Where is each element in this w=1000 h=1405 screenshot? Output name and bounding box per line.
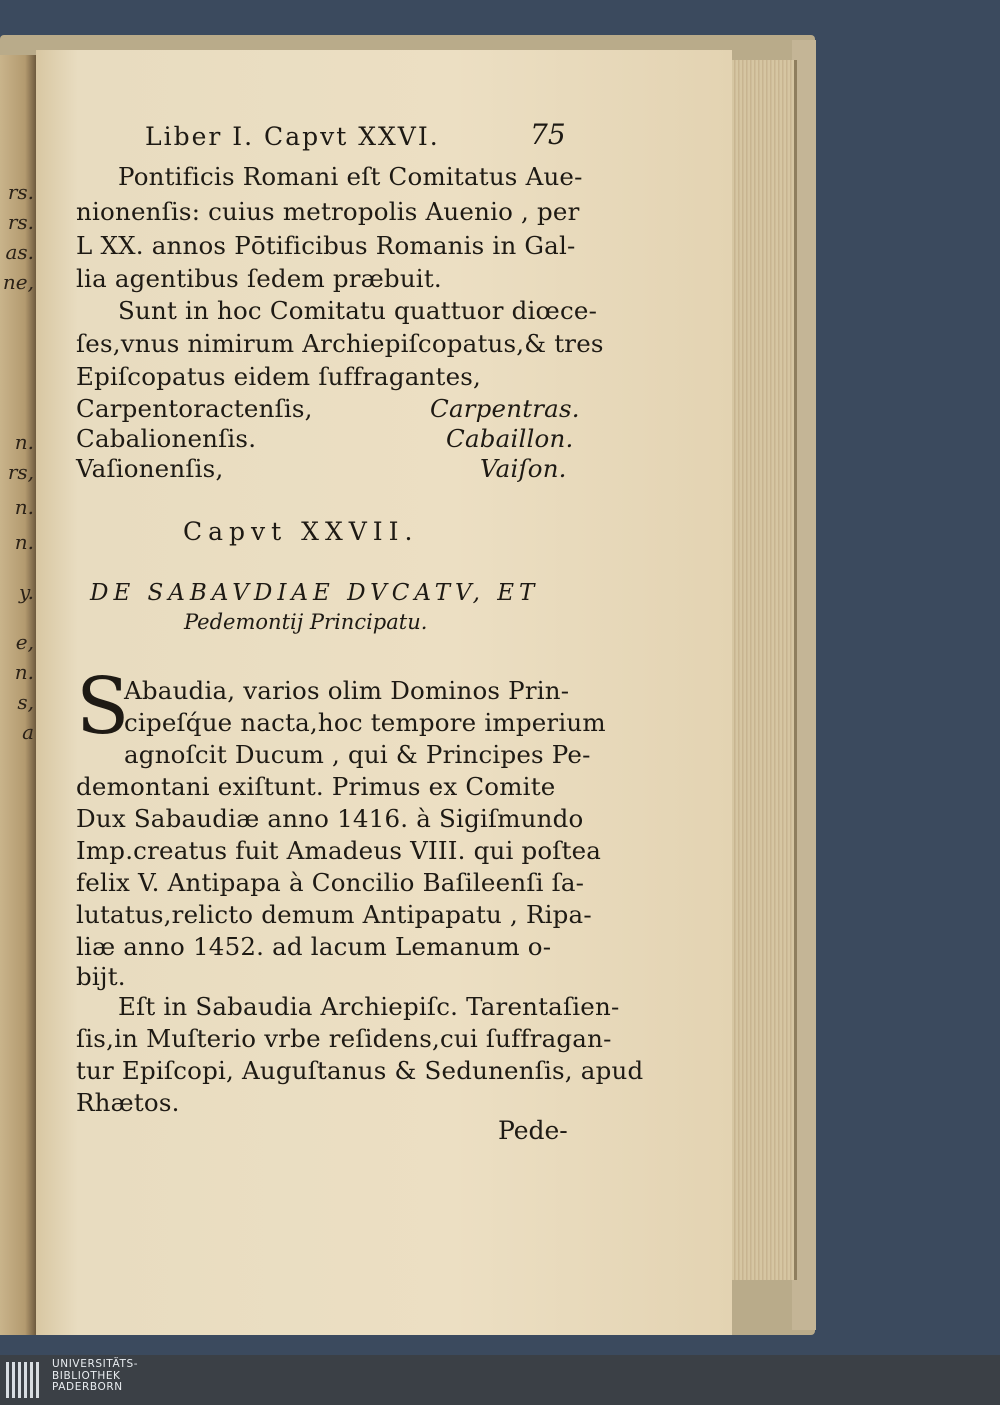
diocese-vernacular: Vaiſon.: [480, 454, 567, 483]
text-line: demontani exiſtunt. Primus ex Comite: [76, 772, 556, 801]
library-name-line: BIBLIOTHEK: [52, 1369, 121, 1382]
margin-fragment: n.: [14, 430, 34, 454]
margin-fragment: n.: [14, 660, 34, 684]
text-line: Rhætos.: [76, 1088, 180, 1117]
text-line: Imp.creatus fuit Amadeus VIII. qui poſtea: [76, 836, 602, 865]
previous-page-edge: [0, 55, 36, 1335]
text-line: Dux Sabaudiæ anno 1416. à Sigiſmundo: [76, 804, 584, 833]
text-line: Eſt in Sabaudia Archiepiſc. Tarentaſien-: [118, 992, 620, 1021]
margin-fragment: a: [22, 720, 34, 744]
diocese-latin: Cabalionenſis.: [76, 424, 257, 453]
margin-fragment: n.: [14, 495, 34, 519]
chapter-title: Capvt XXVII.: [183, 517, 419, 546]
running-title: Liber I. Capvt XXVI.: [145, 122, 440, 151]
text-line: lutatus,relicto demum Antipapatu , Ripa-: [76, 900, 592, 929]
catchword: Pede-: [498, 1116, 568, 1145]
drop-cap: S: [76, 662, 130, 752]
text-line: Abaudia, varios olim Dominos Prin-: [124, 676, 570, 705]
library-logo-icon: [6, 1362, 46, 1398]
diocese-vernacular: Carpentras.: [430, 394, 580, 423]
chapter-subtitle: Pedemontij Principatu.: [184, 610, 428, 634]
text-line: felix V. Antipapa à Concilio Baſileenſi ſa-: [76, 868, 585, 897]
margin-fragment: e,: [15, 630, 34, 654]
diocese-vernacular: Cabaillon.: [446, 424, 574, 453]
page-block-edges: [732, 60, 797, 1280]
text-line: Epiſcopatus eidem ſuffragantes,: [76, 362, 482, 391]
text-line: cipeſq́ue nacta,hoc tempore imperium: [124, 708, 606, 737]
chapter-subtitle: DE SABAVDIAE DVCATV, ET: [90, 580, 540, 606]
diocese-latin: Vaſionenſis,: [76, 454, 224, 483]
text-line: nionenſis: cuius metropolis Auenio , per: [76, 197, 580, 226]
text-line: bijt.: [76, 962, 126, 991]
library-name: [52, 1359, 138, 1394]
margin-fragment: rs.: [7, 210, 34, 234]
library-name-line: PADERBORN: [52, 1381, 123, 1393]
text-line: Sunt in hoc Comitatu quattuor diœce-: [118, 296, 598, 325]
text-line: agnoſcit Ducum , qui & Principes Pe-: [124, 740, 591, 769]
margin-fragment: ne,: [2, 270, 34, 294]
text-line: ſis,in Muſterio vrbe reſidens,cui ſuffragan-: [76, 1024, 612, 1053]
library-footer: [0, 1355, 1000, 1405]
text-line: ſes,vnus nimirum Archiepiſcopatus,& tres: [76, 329, 604, 358]
margin-fragment: y.: [19, 580, 34, 604]
text-line: Pontificis Romani eſt Comitatus Aue-: [118, 162, 583, 191]
page-number: 75: [530, 118, 566, 151]
diocese-latin: Carpentoractenſis,: [76, 394, 313, 423]
margin-fragment: as.: [5, 240, 34, 264]
text-line: tur Epiſcopi, Auguſtanus & Sedunenſis, apud: [76, 1056, 644, 1085]
margin-fragment: rs.: [7, 180, 34, 204]
text-line: liæ anno 1452. ad lacum Lemanum o-: [76, 932, 552, 961]
margin-fragment: n.: [14, 530, 34, 554]
library-name-line: UNIVERSITÄTS-: [52, 1358, 139, 1370]
margin-fragment: rs,: [7, 460, 34, 484]
margin-fragment: s,: [17, 690, 34, 714]
text-line: lia agentibus ſedem præbuit.: [76, 264, 442, 293]
text-line: L XX. annos Pōtificibus Romanis in Gal-: [76, 231, 576, 260]
